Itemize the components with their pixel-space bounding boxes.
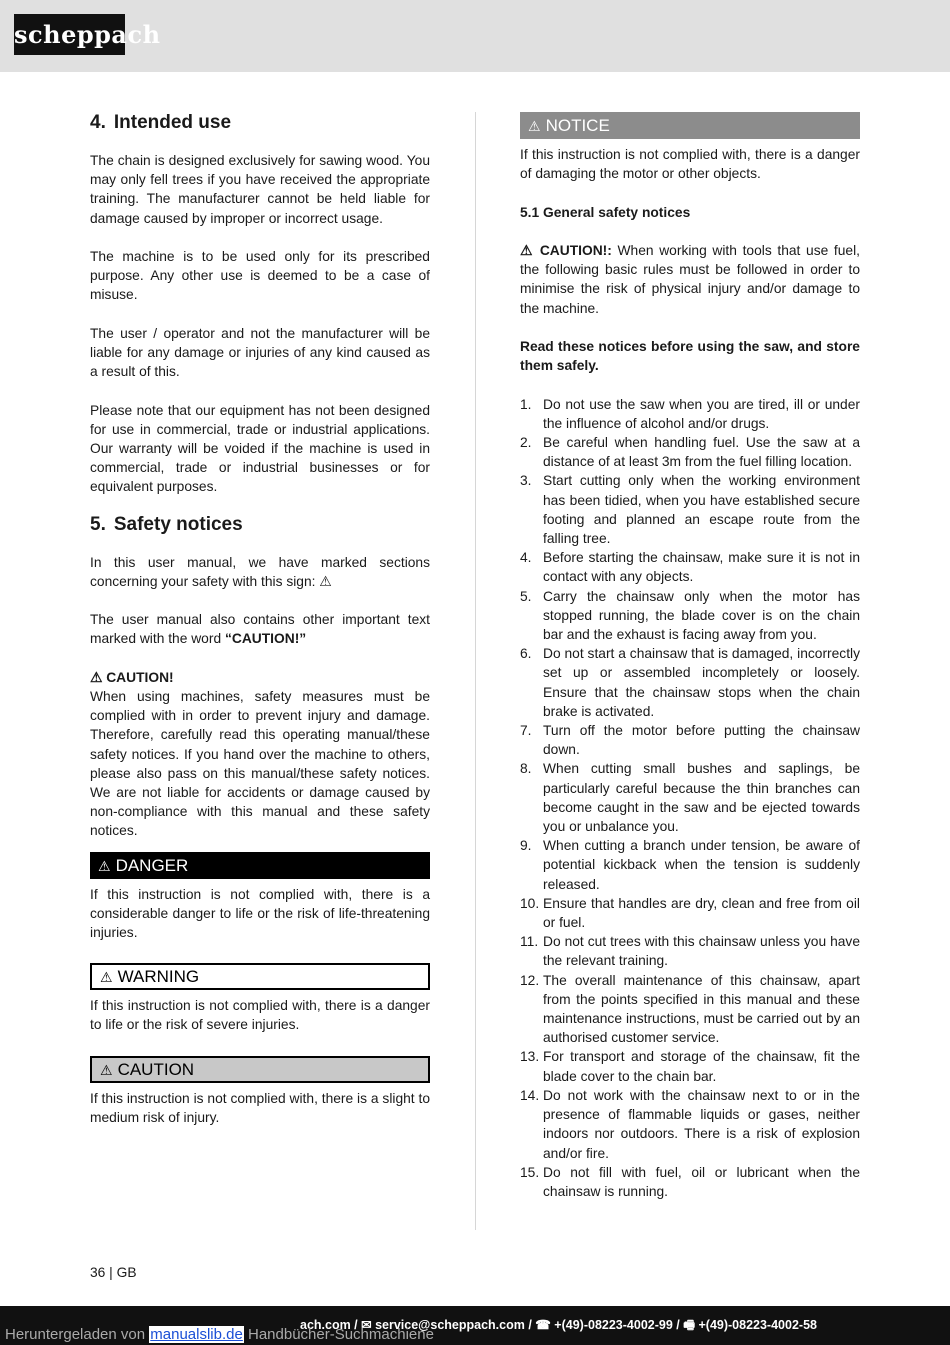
notice-label: NOTICE [545,116,610,135]
list-item-number: 10. [520,895,540,911]
list-item-text: Before starting the chainsaw, make sure it is not in contact with any objects. [543,550,860,585]
list-item [520,721,860,759]
subsection-heading: 5.1 General safety notices [520,204,691,220]
list-item [520,395,860,433]
list-item [520,644,860,721]
section-title: Intended use [113,112,232,133]
warning-text: If this instruction is not complied with, there is a danger to life or the risk of severe injuries. [90,998,430,1033]
download-prefix: Heruntergeladen von [5,1326,150,1343]
footer-bar [0,1306,950,1345]
list-item-text: Do not work with the chainsaw next to or in the presence of flammable liquids or gases, neither indoors nor outdoors. There is a risk of explosion and/or fire. [543,1087,860,1161]
list-item-text: Turn off the motor before putting the chainsaw down. [543,723,860,758]
list-item [520,894,860,932]
list-item [520,971,860,1048]
left-column [90,112,430,1127]
warning-triangle-icon: ⚠ [98,857,111,874]
list-item-text: Do not use the saw when you are tired, ill or under the influence of alcohol and/or drugs. [543,396,860,431]
paragraph: The machine is to be used only for its prescribed purpose. Any other use is deemed to be a case of misuse. [90,249,430,303]
list-item [520,471,860,548]
list-item [520,1086,860,1163]
page-number: 36 | GB [90,1265,137,1280]
list-item-number: 4. [520,550,532,566]
caution-word: “CAUTION!” [224,631,307,647]
list-item-text: For transport and storage of the chainsaw, fit the blade cover to the chain bar. [543,1049,860,1084]
caution-paragraph [520,241,860,318]
warning-triangle-icon: ⚠ [528,118,541,134]
list-item-text: Carry the chainsaw only when the motor has stopped running, the blade cover is on the chain bar and the exhaust is facing away from you. [543,588,860,643]
manualslib-link[interactable]: manualslib.de [150,1326,243,1343]
caution-text: When working with tools that use fuel, the following basic rules must be followed in order to minimise the risk of physical injury and/or damage to the machine. [520,242,860,316]
danger-text: If this instruction is not complied with, there is a considerable danger to life or the risk of life-threatening injuries. [90,886,430,941]
list-item-number: 9. [520,838,532,854]
notice-box [520,112,860,139]
list-item-number: 15. [520,1164,540,1180]
page-header [0,0,950,72]
list-item-number: 11. [520,934,539,950]
read-notice: Read these notices before using the saw, and store them safely. [520,338,860,374]
caution-heading: ⚠ CAUTION! [90,669,174,685]
list-item-number: 14. [520,1087,540,1103]
warning-label: WARNING [117,967,200,987]
list-item-text: Do not fill with fuel, oil or lubricant when the chainsaw is running. [543,1164,860,1199]
list-item-number: 2. [520,434,532,450]
list-item-number: 7. [520,723,532,739]
list-item-number: 1. [520,396,532,412]
list-item-number: 6. [520,646,532,662]
list-item-text: Do not cut trees with this chainsaw unless you have the relevant training. [543,934,860,969]
danger-box [90,852,430,879]
caution-text: If this instruction is not complied with, there is a slight to medium risk of injury. [90,1090,430,1125]
paragraph [90,610,430,648]
danger-label: DANGER [115,855,189,875]
list-item [520,759,860,836]
list-item [520,548,860,586]
paragraph: Please note that our equipment has not been designed for use in commercial, trade or industrial applications. Our warranty will be voided if the machine is used in commercial, trade or industrial businesses or for equivalent purposes. [90,402,430,495]
warning-triangle-icon: ⚠ [100,969,113,986]
list-item-number: 5. [520,588,532,604]
paragraph: The user / operator and not the manufacturer will be liable for any damage or injuries of any kind caused as a result of this. [90,325,430,380]
paragraph-text: The user manual also contains other important text marked with the word [90,612,430,647]
caution-box [90,1056,430,1083]
section-number: 5. [90,513,106,535]
right-column [520,112,860,1201]
scheppach-logo: scheppach [14,14,125,55]
list-item-text: Do not start a chainsaw that is damaged, incorrectly set up or assembled incompletely or loosely. Ensure that the chainsaw stops when the chain brake is activated. [543,646,860,719]
list-item-number: 13. [520,1049,540,1065]
list-item [520,836,860,894]
list-item-text: The overall maintenance of this chainsaw, apart from the points specified in this manual and these maintenance instructions, must be carried out by an authorised customer service. [543,972,860,1046]
list-item-text: Ensure that handles are dry, clean and free from oil or fuel. [543,895,860,931]
contact-info: ach.com / ✉ service@scheppach.com / ☎ +(49)-08223-4002-99 / 🖷 +(49)-08223-4002-58 [300,1318,817,1332]
notice-text: If this instruction is not complied with, there is a danger of damaging the motor or other objects. [520,147,860,182]
list-item-text: Start cutting only when the working environment has been tidied, when you have established secure footing and planned an escape route from the falling tree. [543,473,860,546]
paragraph: The chain is designed exclusively for sawing wood. You may only fell trees if you have received the appropriate training. The manufacturer cannot be held liable for damage caused by improper or incorrect usage. [90,153,430,226]
warning-box [90,963,430,990]
list-item [520,932,860,970]
section-number: 4. [90,112,106,133]
warning-triangle-icon: ⚠ [100,1061,113,1078]
paragraph: In this user manual, we have marked sections concerning your safety with this sign: ⚠ [90,554,430,589]
section-heading-intended-use [90,112,430,134]
list-item [520,433,860,471]
list-item-number: 12. [520,972,540,988]
list-item [520,587,860,645]
paragraph: When using machines, safety measures must be complied with in order to prevent injury and damage. Therefore, carefully read this operating manual/these safety notices. If you hand over the machine to others, please also pass on this manual/these safety notices. We are not liable for accidents or damage caused by non-compliance with this manual and these safety notices. [90,689,430,839]
list-item [520,1047,860,1085]
caution-lead: ⚠ CAUTION!: [520,242,612,258]
section-heading-safety-notices [90,514,430,536]
list-item-text: Be careful when handling fuel. Use the saw at a distance of at least 3m from the fuel filling location. [543,434,860,470]
list-item-text: When cutting small bushes and saplings, be particularly careful because the thin branches can become caught in the saw and be ejected towards you or unbalance you. [543,761,860,835]
download-suffix: Handbücher-Suchmachiene [243,1326,434,1343]
caution-label: CAUTION [117,1059,195,1079]
list-item [520,1163,860,1201]
section-title: Safety notices [113,513,243,535]
download-note [5,1326,434,1343]
column-divider [475,112,476,1230]
list-item-number: 8. [520,761,532,777]
list-item-number: 3. [520,473,532,489]
safety-list [520,395,860,1202]
list-item-text: When cutting a branch under tension, be aware of potential kickback when the tension is suddenly released. [543,838,860,892]
